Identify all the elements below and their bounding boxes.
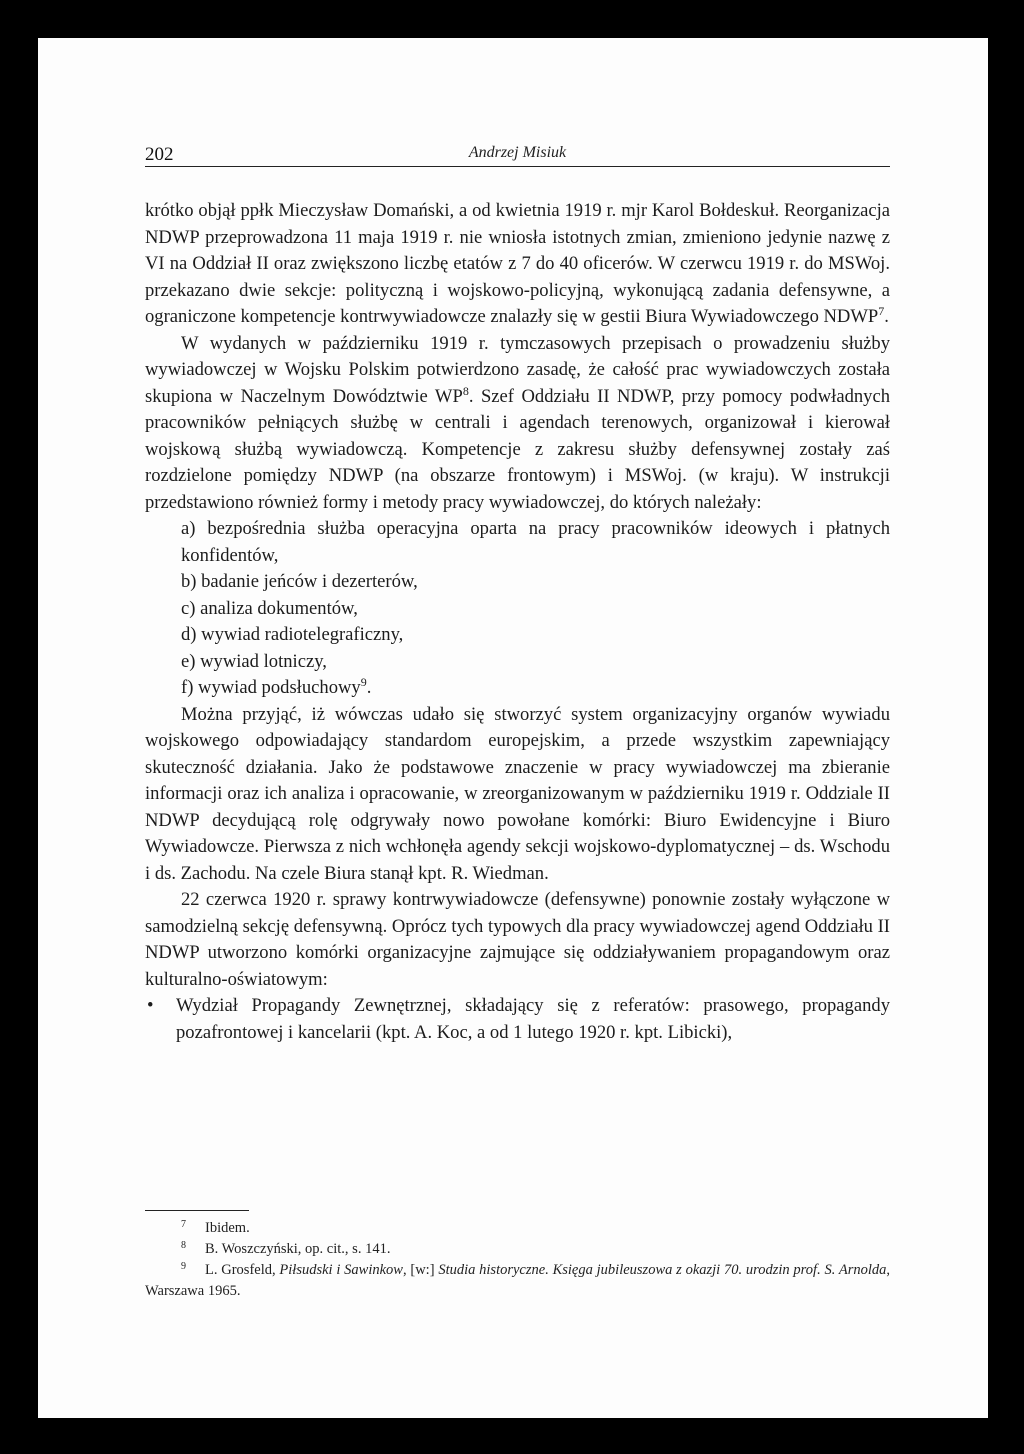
footnote-ref-8: 8: [462, 383, 469, 398]
footnote-ref-7: 7: [878, 304, 885, 318]
paragraph-2-text: W wydanych w październiku 1919 r. tymczasowych przepisach o prowadzeniu służby wywiadowczej w Wojsku Polskim potwierdzono zasadę, że całość prac wywiadowczych została skupiona w Naczelnym Dowództwie WP: [145, 332, 890, 407]
footnote-9-title1: Piłsudski i Sawinkow: [279, 1262, 403, 1278]
paragraph-4: 22 czerwca 1920 r. sprawy kontrwywiadowcze (defensywne) ponownie zostały wyłączone w samodzielną sekcję defensywną. Oprócz tych typowych dla pracy wywiadowczej agend Oddziału II NDWP utworzono komórki organizacyjne zajmujące się oddziaływaniem propagandowym oraz kulturalno-oświatowym:: [145, 889, 890, 990]
list-item-e: e) wywiad lotniczy,: [181, 650, 327, 672]
paragraph-2-end: . Szef Oddziału II NDWP, przy pomocy podwładnych pracowników pełniących służbę w centrali i agendach terenowych, organizował i kierował wojskową służbą wywiadowczą. Kompetencje z zakresu służby defensywnej zostały zaś rozdzielone pomiędzy NDWP (na obszarze frontowym) i MSWoj. (w kraju). W instrukcji przedstawiono również formy i metody pracy wywiadowczej, do których należały:: [145, 385, 891, 513]
paragraph-1-text: krótko objął ppłk Mieczysław Domański, a od kwietnia 1919 r. mjr Karol Bołdeskuł. Reorganizacja NDWP przeprowadzona 11 maja 1919 r. nie wniosła istotnych zmian, zmieniono jedynie nazwę z VI na Oddział II oraz zwiększono liczbę etatów z 7 do 40 oficerów. W czerwcu 1919 r. do MSWoj. przekazano dwie sekcje: polityczną i wojskowo-policyjną, wykonującą zadania defensywne, a ograniczone kompetencje kontrwywiadowcze znalazły się w gestii Biura Wywiadowczego NDWP: [145, 200, 890, 327]
list-item-f: [145, 675, 890, 702]
footnote-8-text: B. Woszczyński, op. cit., s. 141.: [205, 1241, 391, 1257]
footnote-9-pre: L. Grosfeld,: [205, 1262, 280, 1278]
list-item-f-text: f) wywiad podsłuchowy: [181, 677, 361, 698]
bullet-item-text: Wydział Propagandy Zewnętrznej, składający się z referatów: prasowego, propagandy pozafrontowej i kancelarii (kpt. A. Koc, a od 1 lutego 1920 r. kpt. Libicki),: [176, 995, 890, 1043]
footnote-9: [145, 1260, 890, 1302]
running-head: Andrzej Misiuk: [468, 144, 567, 161]
footnote-7: [145, 1218, 890, 1239]
paragraph-1-end: .: [884, 306, 889, 327]
footnote-9-number: 9: [181, 1261, 186, 1272]
footnote-9-mid: , [w:]: [402, 1262, 439, 1278]
footnote-8-number: 8: [181, 1240, 186, 1251]
paragraph-2: [145, 331, 890, 517]
footnote-ref-9: 9: [360, 675, 367, 689]
list-item-c: c) analiza dokumentów,: [181, 597, 358, 619]
footnote-8: [145, 1239, 890, 1260]
footnote-rule: [145, 1210, 249, 1211]
paragraph-3: Można przyjąć, iż wówczas udało się stworzyć system organizacyjny organów wywiadu wojskowego odpowiadający standardom europejskim, a przede wszystkim zapewniający skuteczność działania. Jako że podstawowe znaczenie w pracy wywiadowczej ma zbieranie informacji oraz ich analiza i opracowanie, w zreorganizowanym w październiku 1919 r. Oddziale II NDWP decydującą rolę odgrywały nowo powołane komórki: Biuro Ewidencyjne i Biuro Wywiadowcze. Pierwsza z nich wchłonęła agendy sekcji wojskowo-dyplomatycznej – ds. Wschodu i ds. Zachodu. Na czele Biura stanął kpt. R. Wiedman.: [145, 703, 890, 884]
footnotes: [145, 1218, 890, 1302]
list-item-f-end: .: [366, 677, 372, 698]
paragraph-1: [145, 198, 890, 331]
header: [145, 120, 890, 167]
list-item-a: a) bezpośrednia służba operacyjna oparta na pracy pracowników ideowych i płatnych konfidentów,: [181, 518, 890, 566]
body-text: [145, 198, 890, 1046]
footnote-9-title2: Studia historyczne. Księga jubileuszowa z okazji 70. urodzin prof. S. Arnolda: [438, 1262, 887, 1278]
footnote-7-text: Ibidem.: [205, 1220, 250, 1236]
page-number: 202: [145, 144, 174, 165]
list-item-d: d) wywiad radiotelegraficzny,: [181, 624, 404, 645]
list-item-b: b) badanie jeńców i dezerterów,: [181, 571, 418, 592]
bullet-item: [145, 993, 890, 1046]
methods-list: [145, 516, 890, 702]
footnote-9-post: , Warszawa 1965.: [145, 1262, 891, 1299]
bullet-icon: •: [147, 995, 154, 1016]
footnote-7-number: 7: [181, 1219, 186, 1230]
